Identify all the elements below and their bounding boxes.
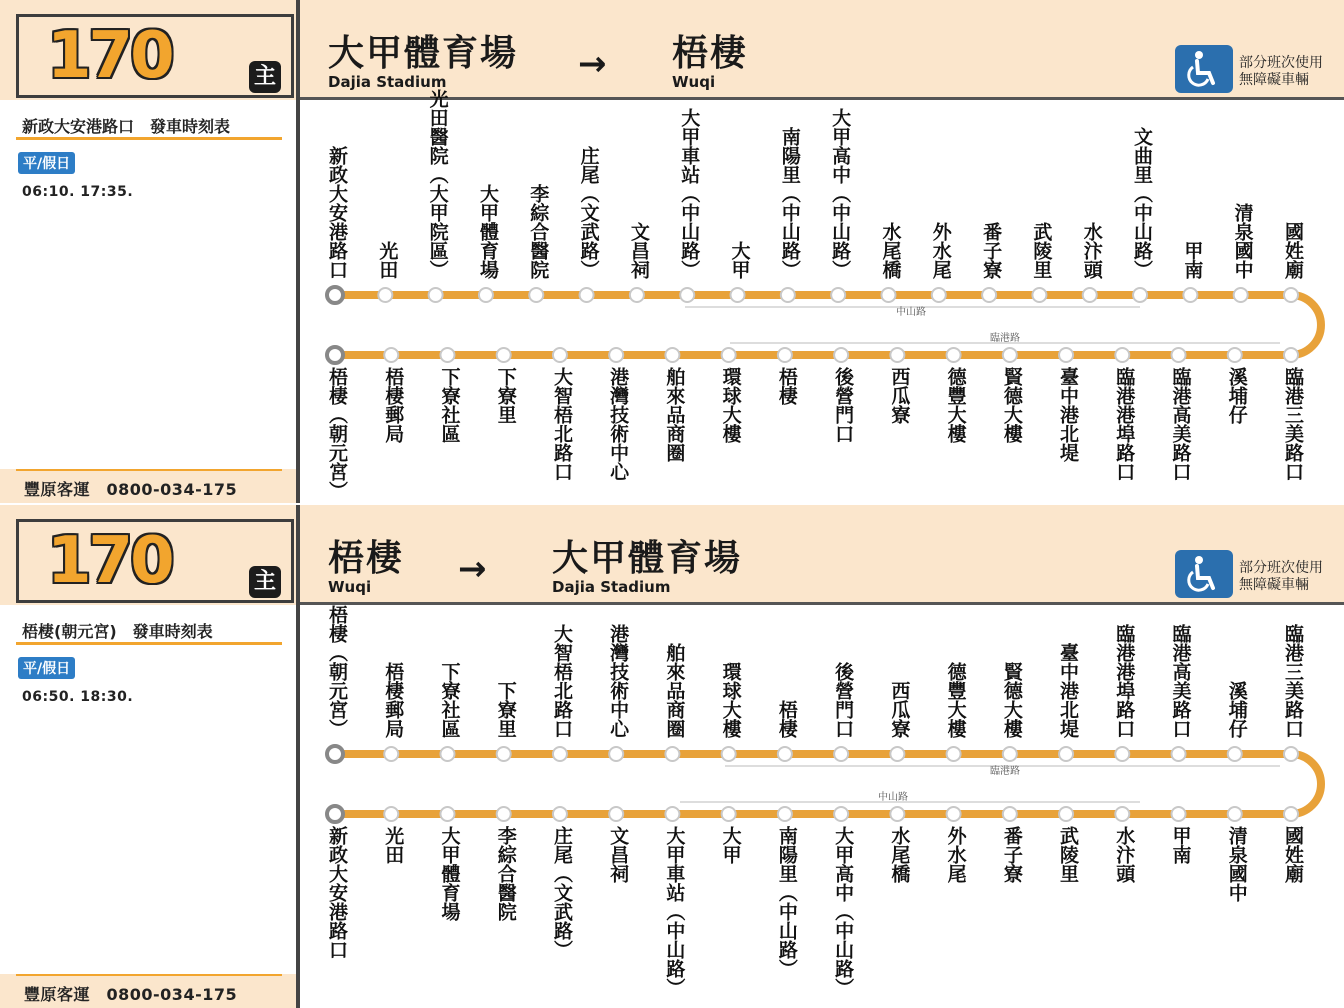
stop-marker bbox=[440, 807, 454, 821]
destination-stop bbox=[552, 539, 742, 595]
stop-name-label: 後營門口 bbox=[832, 662, 855, 738]
stop-marker bbox=[1228, 747, 1242, 761]
stop-marker bbox=[1115, 807, 1129, 821]
route-number-box bbox=[16, 519, 294, 603]
stop-marker bbox=[1115, 348, 1129, 362]
origin-stop bbox=[328, 539, 404, 595]
stop-name-label: 德豐大樓 bbox=[944, 662, 967, 738]
stop-name-label: 大甲體育場 bbox=[476, 184, 499, 279]
stop-name-label: 番子寮 bbox=[980, 222, 1003, 279]
stop-marker bbox=[497, 348, 511, 362]
stop-marker bbox=[1284, 807, 1298, 821]
stop-marker bbox=[327, 746, 343, 762]
accessibility-line-2: 無障礙車輛 bbox=[1239, 577, 1309, 593]
destination-name-zh: 梧棲 bbox=[672, 33, 749, 74]
timetable-panel-outbound bbox=[0, 0, 1344, 503]
stop-name-label: 清泉國中 bbox=[1225, 826, 1248, 902]
stop-name-label: 武陵里 bbox=[1057, 826, 1080, 883]
stop-marker bbox=[890, 807, 904, 821]
stop-marker bbox=[722, 747, 736, 761]
stop-name-label: 大智梧北路口 bbox=[550, 624, 573, 738]
stop-marker bbox=[1059, 807, 1073, 821]
stop-marker bbox=[1284, 747, 1298, 761]
wheelchair-icon bbox=[1175, 45, 1233, 93]
stop-name-label: 臨港三美路口 bbox=[1282, 624, 1304, 738]
timetable-sidebar bbox=[0, 100, 296, 503]
stop-name-label: 臨港三美路口 bbox=[1282, 367, 1304, 481]
stop-marker bbox=[384, 807, 398, 821]
stop-marker bbox=[665, 807, 679, 821]
stop-marker bbox=[881, 288, 895, 302]
stop-marker bbox=[731, 288, 745, 302]
stop-name-label: 下寮里 bbox=[494, 367, 517, 424]
stop-marker bbox=[609, 807, 623, 821]
stop-marker bbox=[630, 288, 644, 302]
stop-name-label: 臨港港埠路口 bbox=[1113, 367, 1136, 481]
stop-marker bbox=[327, 287, 343, 303]
stop-name-label: 國姓廟 bbox=[1282, 826, 1304, 883]
stop-name-label: 李綜合醫院 bbox=[494, 826, 517, 921]
stop-name-label: 番子寮 bbox=[1000, 826, 1023, 883]
stop-name-label: 臺中港北堤 bbox=[1057, 643, 1080, 738]
stop-name-label: 下寮里 bbox=[494, 681, 517, 738]
stop-name-label: 賢德大樓 bbox=[1000, 662, 1023, 738]
stop-name-label: 南陽里（中山路） bbox=[775, 826, 798, 978]
stop-marker bbox=[429, 288, 443, 302]
stop-name-label: 大甲 bbox=[728, 241, 751, 279]
stop-name-label: 舶來品商圈 bbox=[663, 643, 686, 738]
destination-name-zh: 大甲體育場 bbox=[552, 538, 743, 579]
wheelchair-icon bbox=[1175, 550, 1233, 598]
road-name-label: 臨港路 bbox=[990, 333, 1020, 344]
stop-marker bbox=[932, 288, 946, 302]
stop-marker bbox=[580, 288, 594, 302]
footer-rule bbox=[16, 974, 282, 976]
origin-name-zh: 梧棲 bbox=[328, 538, 405, 579]
route-map bbox=[300, 605, 1344, 1008]
stop-name-label: 大甲體育場 bbox=[438, 826, 461, 921]
stop-marker bbox=[982, 288, 996, 302]
operator-footer bbox=[0, 469, 296, 503]
stop-name-label: 梧棲 bbox=[775, 700, 798, 738]
stop-marker bbox=[947, 348, 961, 362]
stop-marker bbox=[553, 807, 567, 821]
stop-marker bbox=[1284, 288, 1298, 302]
stop-name-label: 西瓜寮 bbox=[888, 681, 911, 738]
stop-name-label: 外水尾 bbox=[944, 826, 967, 883]
stop-name-label: 國姓廟 bbox=[1282, 222, 1304, 279]
departure-times: 06:10. 17:35. bbox=[22, 184, 134, 200]
stop-marker bbox=[497, 807, 511, 821]
stop-name-label: 大甲車站（中山路） bbox=[663, 826, 686, 997]
stop-name-label: 水汴頭 bbox=[1080, 222, 1103, 279]
stop-marker bbox=[1059, 348, 1073, 362]
stop-name-label: 臨港高美路口 bbox=[1169, 624, 1192, 738]
stop-marker bbox=[440, 747, 454, 761]
destination-name-en: Dajia Stadium bbox=[552, 578, 671, 596]
stop-name-label: 德豐大樓 bbox=[944, 367, 967, 443]
stop-marker bbox=[1003, 747, 1017, 761]
day-type-badge: 平/假日 bbox=[18, 152, 75, 174]
stop-name-label: 水尾橋 bbox=[888, 826, 911, 883]
stop-name-label: 文曲里（中山路） bbox=[1131, 127, 1154, 279]
accessibility-line-1: 部分班次使用 bbox=[1239, 560, 1323, 576]
accessibility-note bbox=[1239, 55, 1323, 89]
stop-marker bbox=[1172, 747, 1186, 761]
origin-name-zh: 大甲體育場 bbox=[328, 33, 519, 74]
accessibility-line-1: 部分班次使用 bbox=[1239, 55, 1323, 71]
stop-name-label: 甲南 bbox=[1169, 826, 1192, 864]
stop-name-label: 水尾橋 bbox=[879, 222, 902, 279]
accessibility-line-2: 無障礙車輛 bbox=[1239, 72, 1309, 88]
timetable-title: 梧棲(朝元宮) 發車時刻表 bbox=[22, 622, 213, 641]
direction-arrow: → bbox=[458, 549, 487, 589]
stop-marker bbox=[834, 807, 848, 821]
timetable-panel-return bbox=[0, 505, 1344, 1008]
stop-name-label: 下寮社區 bbox=[438, 662, 461, 738]
timetable-rule bbox=[16, 137, 282, 140]
stop-name-label: 武陵里 bbox=[1030, 222, 1053, 279]
stop-marker bbox=[1059, 747, 1073, 761]
stop-marker bbox=[722, 807, 736, 821]
stop-name-label: 南陽里（中山路） bbox=[778, 127, 801, 279]
departure-times: 06:50. 18:30. bbox=[22, 689, 134, 705]
stop-marker bbox=[1228, 807, 1242, 821]
stop-name-label: 新政大安港路口 bbox=[326, 146, 348, 279]
stop-name-label: 光田 bbox=[382, 826, 405, 864]
stop-marker bbox=[384, 348, 398, 362]
origin-stop bbox=[328, 34, 518, 90]
stop-name-label: 水汴頭 bbox=[1113, 826, 1136, 883]
stop-marker bbox=[1032, 288, 1046, 302]
stop-marker bbox=[1183, 288, 1197, 302]
stop-name-label: 溪埔仔 bbox=[1225, 681, 1248, 738]
stop-marker bbox=[722, 348, 736, 362]
destination-name-en: Wuqi bbox=[672, 73, 716, 91]
stop-marker bbox=[327, 806, 343, 822]
road-name-label: 中山路 bbox=[896, 307, 926, 318]
main-route-badge: 主 bbox=[249, 61, 281, 93]
stop-marker bbox=[609, 747, 623, 761]
timetable-rule bbox=[16, 642, 282, 645]
stop-name-label: 梧棲郵局 bbox=[382, 662, 405, 738]
stop-name-label: 梧棲（朝元宮） bbox=[326, 605, 348, 738]
stop-marker bbox=[1083, 288, 1097, 302]
stop-marker bbox=[1133, 288, 1147, 302]
stop-name-label: 梧棲 bbox=[775, 367, 798, 405]
day-type-badge: 平/假日 bbox=[18, 657, 75, 679]
stop-marker bbox=[947, 807, 961, 821]
stop-marker bbox=[834, 348, 848, 362]
stop-marker bbox=[384, 747, 398, 761]
stop-name-label: 清泉國中 bbox=[1231, 203, 1254, 279]
stop-name-label: 文昌祠 bbox=[627, 222, 650, 279]
stop-name-label: 庄尾（文武路） bbox=[577, 146, 600, 279]
stop-marker bbox=[479, 288, 493, 302]
stop-marker bbox=[1172, 807, 1186, 821]
stop-marker bbox=[831, 288, 845, 302]
stop-name-label: 臨港港埠路口 bbox=[1113, 624, 1136, 738]
stop-name-label: 庄尾（文武路） bbox=[550, 826, 573, 959]
destination-stop bbox=[672, 34, 748, 90]
stop-marker bbox=[778, 348, 792, 362]
stop-name-label: 梧棲郵局 bbox=[382, 367, 405, 443]
stop-marker bbox=[1284, 348, 1298, 362]
stop-name-label: 新政大安港路口 bbox=[326, 826, 348, 959]
stop-marker bbox=[778, 747, 792, 761]
operator-contact: 豐原客運 0800-034-175 bbox=[24, 985, 238, 1004]
stop-marker bbox=[1003, 807, 1017, 821]
stop-marker bbox=[890, 348, 904, 362]
stop-marker bbox=[553, 348, 567, 362]
stop-marker bbox=[1172, 348, 1186, 362]
timetable-sidebar bbox=[0, 605, 296, 1008]
stop-name-label: 光田醫院（大甲院區） bbox=[426, 89, 449, 279]
stop-marker bbox=[665, 747, 679, 761]
stop-marker bbox=[327, 347, 343, 363]
stop-marker bbox=[440, 348, 454, 362]
stop-name-label: 後營門口 bbox=[832, 367, 855, 443]
stop-marker bbox=[781, 288, 795, 302]
stop-marker bbox=[378, 288, 392, 302]
stop-marker bbox=[553, 747, 567, 761]
stop-name-label: 下寮社區 bbox=[438, 367, 461, 443]
stop-name-label: 環球大樓 bbox=[719, 367, 742, 443]
direction-arrow: → bbox=[578, 44, 607, 84]
stop-name-label: 臨港高美路口 bbox=[1169, 367, 1192, 481]
stop-name-label: 臺中港北堤 bbox=[1057, 367, 1080, 462]
stop-marker bbox=[1234, 288, 1248, 302]
stop-name-label: 大甲 bbox=[719, 826, 742, 864]
stop-name-label: 李綜合醫院 bbox=[527, 184, 550, 279]
stop-marker bbox=[1115, 747, 1129, 761]
route-track bbox=[335, 295, 1321, 355]
main-route-badge: 主 bbox=[249, 566, 281, 598]
operator-contact: 豐原客運 0800-034-175 bbox=[24, 480, 238, 499]
stop-name-label: 大甲高中（中山路） bbox=[832, 826, 855, 997]
stop-name-label: 大甲車站（中山路） bbox=[678, 108, 701, 279]
stop-marker bbox=[947, 747, 961, 761]
accessibility-note bbox=[1239, 560, 1323, 594]
stop-name-label: 賢德大樓 bbox=[1000, 367, 1023, 443]
route-number: 170 bbox=[47, 19, 172, 93]
stop-name-label: 溪埔仔 bbox=[1225, 367, 1248, 424]
origin-name-en: Wuqi bbox=[328, 578, 372, 596]
stop-name-label: 梧棲（朝元宮） bbox=[326, 367, 348, 500]
stop-name-label: 外水尾 bbox=[929, 222, 952, 279]
origin-name-en: Dajia Stadium bbox=[328, 73, 447, 91]
stop-name-label: 大甲高中（中山路） bbox=[829, 108, 852, 279]
stop-marker bbox=[890, 747, 904, 761]
timetable-title: 新政大安港路口 發車時刻表 bbox=[22, 117, 231, 136]
footer-rule bbox=[16, 469, 282, 471]
stop-name-label: 文昌祠 bbox=[607, 826, 630, 883]
stop-marker bbox=[680, 288, 694, 302]
route-number: 170 bbox=[47, 524, 172, 598]
stop-name-label: 環球大樓 bbox=[719, 662, 742, 738]
route-map bbox=[300, 89, 1344, 503]
stop-marker bbox=[834, 747, 848, 761]
stop-marker bbox=[1003, 348, 1017, 362]
stop-marker bbox=[778, 807, 792, 821]
stop-name-label: 甲南 bbox=[1181, 241, 1204, 279]
route-track bbox=[335, 754, 1321, 814]
stop-name-label: 光田 bbox=[376, 241, 399, 279]
stop-marker bbox=[609, 348, 623, 362]
road-name-label: 中山路 bbox=[878, 792, 908, 803]
road-name-label: 臨港路 bbox=[990, 766, 1020, 777]
stop-marker bbox=[497, 747, 511, 761]
stop-marker bbox=[529, 288, 543, 302]
stop-name-label: 大智梧北路口 bbox=[550, 367, 573, 481]
operator-footer bbox=[0, 974, 296, 1008]
stop-name-label: 港灣技術中心 bbox=[607, 367, 630, 481]
route-number-box bbox=[16, 14, 294, 98]
stop-name-label: 西瓜寮 bbox=[888, 367, 911, 424]
stop-marker bbox=[1228, 348, 1242, 362]
stop-name-label: 舶來品商圈 bbox=[663, 367, 686, 462]
stop-name-label: 港灣技術中心 bbox=[607, 624, 630, 738]
stop-marker bbox=[665, 348, 679, 362]
